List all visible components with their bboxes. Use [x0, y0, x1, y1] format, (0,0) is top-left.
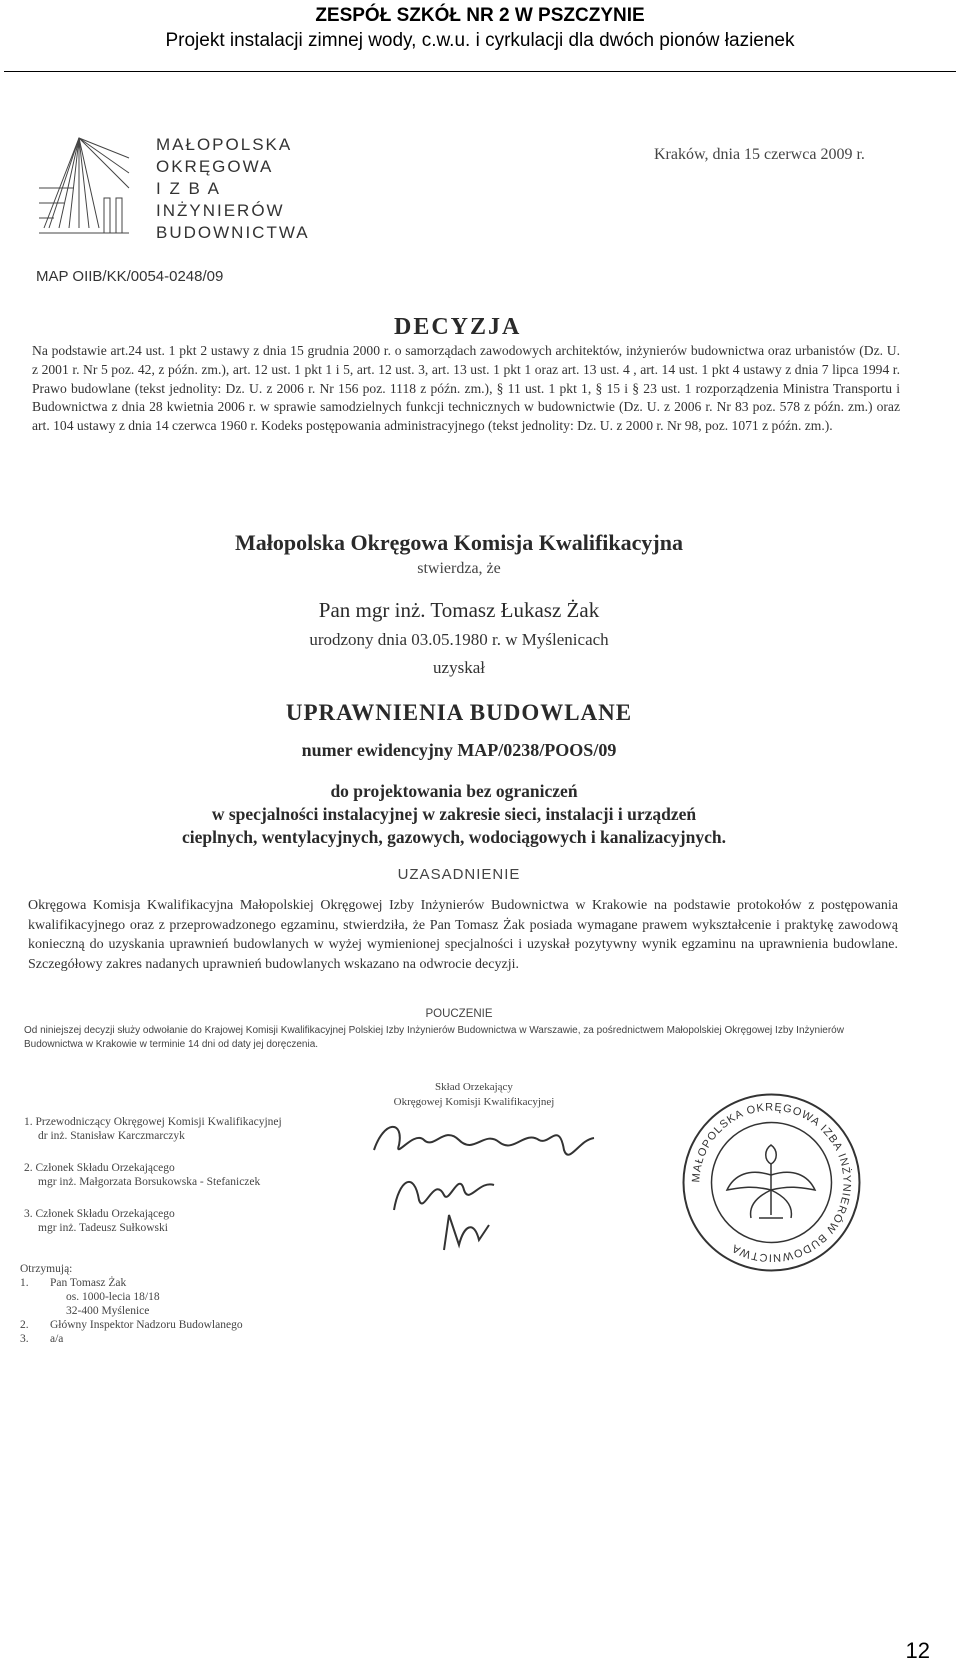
chamber-name-line: BUDOWNICTWA: [156, 223, 310, 242]
panel-members: [24, 1115, 364, 1253]
birth-info: urodzony dnia 03.05.1980 r. w Myślenicach: [309, 630, 609, 649]
recipients-heading: Otrzymują:: [20, 1263, 73, 1275]
recipient-line: Główny Inspektor Nadzoru Budowlanego: [50, 1319, 243, 1331]
school-name: ZESPÓŁ SZKÓŁ NR 2 W PSZCZYNIE: [315, 5, 645, 26]
recipient-line: a/a: [50, 1333, 64, 1345]
panel-member: [24, 1207, 364, 1235]
adjudicating-panel: [374, 1080, 574, 1110]
recipient-line: Pan Tomasz Żak: [50, 1277, 127, 1289]
commission-name: Małopolska Okręgowa Komisja Kwalifikacyjna: [235, 530, 683, 555]
legal-basis-paragraph: Na podstawie art.24 ust. 1 pkt 2 ustawy z dnia 15 grudnia 2000 r. o samorządach zawodowych architektów, inżynierów budownictwa oraz urbanistów (Dz. U. z 2001 r. Nr 5 poz. 42, z późn. zm.), art. 12 ust. 1 pkt 1 i 5, art. 12 ust. 3, art. 13 ust. 1 pkt 1 oraz art. 13 ust. 4 , art. 14 ust. 1 pkt 4 ustawy z dnia 7 lipca 1994 r. Prawo budowlane (tekst jednolity: Dz. U. z 2006 r. Nr 156 poz. 1118 z późn. zm.), § 11 ust. 1 pkt 1, § 15 i § 23 ust. 1 rozporządzenia Ministra Transportu i Budownictwa z dnia 28 kwietnia 2006 r. w sprawie samodzielnych funkcji technicznych w budownictwie (Dz. U. z 2006 r. Nr 83 poz. 578 z późn. zm.) oraz art. 104 ustawy z dnia 14 czerwca 1960 r. Kodeks postępowania administracyjnego (tekst jednolity: Dz. U. z 2000 r. Nr 98, poz. 1071 z późn. zm.).: [32, 343, 900, 434]
scope-line: do projektowania bez ograniczeń: [330, 781, 578, 801]
justification-heading: UZASADNIENIE: [397, 866, 521, 883]
instruction-paragraph: Od niniejszej decyzji służy odwołanie do Krajowej Komisji Kwalifikacyjnej Polskiej Izby Inżynierów Budownictwa w Warszawie, za pośrednictwem Małopolskiej Okręgowej Izby Inżynierów Budownictwa w Krakowie w terminie 14 dni od daty jej doręczenia.: [24, 1025, 844, 1050]
obtained-phrase: uzyskał: [433, 658, 485, 677]
chamber-name-line: MAŁOPOLSKA: [156, 135, 293, 154]
seal-text: MAŁOPOLSKA OKRĘGOWA IZBA INŻYNIERÓW BUDOWNICTWA: [690, 1101, 853, 1264]
chamber-name: [156, 134, 310, 244]
member-signature-icon: [434, 1205, 504, 1255]
scanned-decision-document: [14, 110, 904, 1470]
chamber-name-line: INŻYNIERÓW: [156, 201, 285, 220]
recipient-line: os. 1000-lecia 18/18: [66, 1291, 160, 1303]
page-number: 12: [905, 1638, 930, 1663]
member-name: mgr inż. Tadeusz Sułkowski: [38, 1222, 168, 1234]
project-title: Projekt instalacji zimnej wody, c.w.u. i cyrkulacji dla dwóch pionów łazienek: [165, 30, 795, 51]
decision-title: DECYZJA: [394, 314, 522, 340]
recipient-line: 32-400 Myślenice: [66, 1305, 150, 1317]
official-seal-icon: [679, 1090, 864, 1275]
member-role: 2. Członek Składu Orzekającego: [24, 1162, 175, 1174]
recipient-number: 1.: [20, 1277, 29, 1289]
registration-number: numer ewidencyjny MAP/0238/POOS/09: [301, 740, 617, 760]
states-phrase: stwierdza, że: [417, 560, 501, 577]
recipient: [20, 1332, 440, 1346]
member-name: mgr inż. Małgorzata Borsukowska - Stefaniczek: [38, 1176, 261, 1188]
member-name: dr inż. Stanisław Karczmarczyk: [38, 1130, 185, 1142]
recipient-number: 3.: [20, 1333, 29, 1345]
instruction-heading: POUCZENIE: [425, 1008, 493, 1020]
member-role: 1. Przewodniczący Okręgowej Komisji Kwalifikacyjnej: [24, 1116, 282, 1128]
recipients-list: [20, 1262, 440, 1346]
reference-number: MAP OIIB/KK/0054-0248/09: [36, 268, 224, 285]
panel-line: Okręgowej Komisji Kwalifikacyjnej: [393, 1096, 555, 1108]
header-divider: [4, 71, 956, 72]
person-name: Pan mgr inż. Tomasz Łukasz Żak: [318, 598, 600, 622]
scope-line: cieplnych, wentylacyjnych, gazowych, wodociągowych i kanalizacyjnych.: [182, 827, 726, 847]
member-role: 3. Członek Składu Orzekającego: [24, 1208, 175, 1220]
permission-scope: [104, 780, 804, 849]
recipient-number: 2.: [20, 1319, 29, 1331]
place-and-date: Kraków, dnia 15 czerwca 2009 r.: [654, 146, 865, 163]
recipient: [20, 1318, 440, 1332]
panel-line: Skład Orzekający: [435, 1081, 513, 1093]
scope-line: w specjalności instalacyjnej w zakresie sieci, instalacji i urządzeń: [211, 804, 697, 824]
justification-paragraph: Okręgowa Komisja Kwalifikacyjna Małopolskiej Okręgowej Izby Inżynierów Budownictwa w Krakowie na podstawie protokołów z postępowania kwalifikacyjnego oraz z przeprowadzonego egzaminu, stwierdziła, że Pan Tomasz Żak posiada wymagane prawem wykształcenie i praktykę zawodową konieczną do uzyskania uprawnień budowlanych w wyżej wymienionej specjalności i uzyskał pozytywny wynik egzaminu na uprawnienia budowlane. Szczegółowy zakres nadanych uprawnień budowlanych wskazano na odwrocie decyzji.: [28, 898, 898, 972]
chamber-logo-icon: [34, 128, 134, 238]
page-header: [0, 0, 960, 74]
recipient: [20, 1276, 440, 1318]
permission-title: UPRAWNIENIA BUDOWLANE: [285, 700, 633, 725]
panel-member: [24, 1161, 364, 1189]
chamber-name-line: I Z B A: [156, 179, 222, 198]
chamber-name-line: OKRĘGOWA: [156, 157, 274, 176]
panel-member: [24, 1115, 364, 1143]
